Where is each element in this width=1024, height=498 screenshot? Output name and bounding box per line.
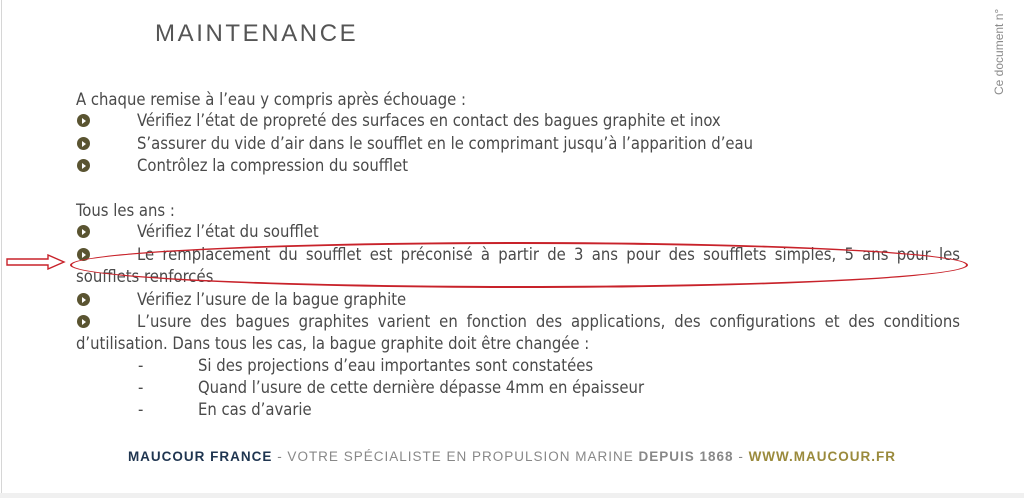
highlight-ellipse-annotation — [70, 242, 968, 288]
footer-brand: MAUCOUR FRANCE — [127, 449, 273, 464]
section-2-intro: Tous les ans : — [76, 201, 175, 220]
arrow-right-icon — [6, 254, 66, 270]
highlighted-item-line-2: soufflets renforcés — [76, 267, 214, 286]
list-item-line-1: L’usure des bagues graphites varient en fonction des applications, des configurations et des conditions — [137, 312, 960, 331]
dash-marker: - — [138, 378, 144, 397]
side-note-text: Ce document n° — [992, 8, 1006, 95]
bullet-arrow-icon — [77, 137, 90, 150]
footer-tagline: - VOTRE SPÉCIALISTE EN PROPULSION MARINE — [272, 449, 639, 464]
list-item: Vérifiez l’état du soufflet — [137, 222, 319, 241]
list-item-line-2: d’utilisation. Dans tous les cas, la bague graphite doit être changée : — [76, 334, 590, 353]
bullet-arrow-icon — [77, 225, 90, 238]
page-edge — [1, 0, 2, 498]
footer-year: DEPUIS 1868 — [638, 449, 734, 464]
bullet-arrow-icon — [77, 114, 90, 127]
list-item: Vérifiez l’état de propreté des surfaces en contact des bagues graphite et inox — [137, 111, 721, 130]
footer-separator: - — [733, 449, 749, 464]
bullet-arrow-icon — [77, 293, 90, 306]
bottom-rule — [0, 493, 1024, 498]
sub-list-item: Quand l’usure de cette dernière dépasse 4mm en épaisseur — [198, 378, 645, 397]
list-item: Contrôlez la compression du soufflet — [137, 156, 409, 175]
dash-marker: - — [138, 356, 144, 375]
highlighted-item-line-1: Le remplacement du soufflet est préconisé à partir de 3 ans pour des soufflets simples, 5 ans pour les — [137, 245, 960, 264]
side-note — [988, 0, 1008, 95]
page-title: MAINTENANCE — [155, 20, 359, 47]
bullet-arrow-icon — [77, 159, 90, 172]
footer — [0, 449, 1024, 464]
sub-list-item: Si des projections d’eau importantes sont constatées — [198, 356, 594, 375]
list-item: S’assurer du vide d’air dans le soufflet en le comprimant jusqu’à l’apparition d’eau — [137, 134, 754, 153]
footer-url: WWW.MAUCOUR.FR — [748, 449, 897, 464]
dash-marker: - — [138, 400, 144, 419]
section-1-intro: A chaque remise à l’eau y compris après échouage : — [76, 90, 466, 109]
list-item: Vérifiez l’usure de la bague graphite — [137, 290, 407, 309]
bullet-arrow-icon — [77, 315, 90, 328]
sub-list-item: En cas d’avarie — [198, 400, 312, 419]
